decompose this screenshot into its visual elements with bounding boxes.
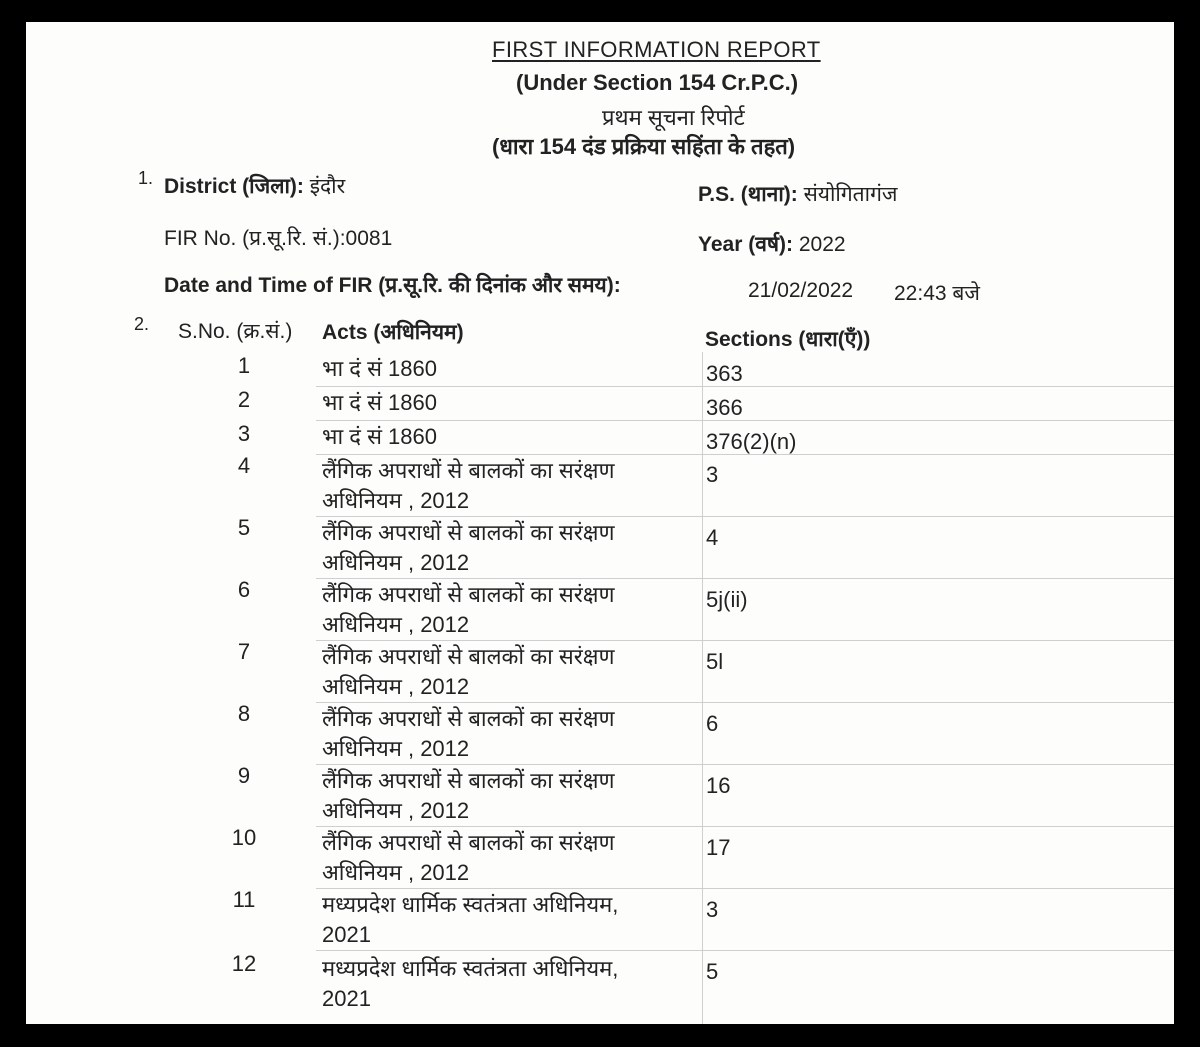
row-act-line2: 2021 — [322, 922, 371, 947]
row-act-line2: अधिनियम , 2012 — [322, 674, 470, 699]
fir-date-value: 21/02/2022 — [748, 279, 854, 302]
police-station-field — [698, 180, 897, 208]
row-sno: 5 — [237, 515, 251, 540]
year-label: Year (वर्ष): — [698, 233, 794, 256]
row-act: लैंगिक अपराधों से बालकों का सरंक्षण — [322, 830, 615, 855]
row-sno: 11 — [232, 887, 256, 912]
row-sno: 8 — [237, 701, 251, 726]
district-value: इंदौर — [309, 175, 346, 198]
table-row-divider — [316, 950, 1174, 951]
table-row-divider — [316, 420, 1174, 421]
row-act-line2: अधिनियम , 2012 — [322, 612, 470, 637]
fir-number-value: 0081 — [345, 227, 393, 250]
document-title: FIRST INFORMATION REPORT — [492, 37, 821, 62]
row-act-line2: अधिनियम , 2012 — [322, 798, 470, 823]
document-subtitle-hindi: (धारा 154 दंड प्रक्रिया सहिंता के तहत) — [492, 134, 796, 159]
column-header-sno: S.No. (क्र.सं.) — [178, 320, 293, 343]
row-act: लैंगिक अपराधों से बालकों का सरंक्षण — [322, 582, 615, 607]
row-act: लैंगिक अपराधों से बालकों का सरंक्षण — [322, 458, 615, 483]
column-header-sections: Sections (धारा(एँ)) — [705, 328, 871, 351]
row-sno: 6 — [237, 577, 251, 602]
row-sno: 3 — [237, 421, 251, 446]
police-station-value: संयोगितागंज — [803, 183, 898, 206]
row-act: भा दं सं 1860 — [322, 356, 437, 381]
row-section: 3 — [706, 462, 719, 487]
fir-number-field — [164, 224, 392, 252]
row-act: मध्यप्रदेश धार्मिक स्वतंत्रता अधिनियम, — [322, 892, 619, 917]
row-act: भा दं सं 1860 — [322, 390, 437, 415]
year-value: 2022 — [798, 233, 846, 256]
district-label: District (जिला): — [164, 175, 304, 198]
document-subtitle: (Under Section 154 Cr.P.C.) — [516, 70, 799, 95]
year-field — [698, 230, 846, 258]
row-section: 376(2)(n) — [706, 429, 797, 454]
row-act: लैंगिक अपराधों से बालकों का सरंक्षण — [322, 520, 615, 545]
row-act: भा दं सं 1860 — [322, 424, 437, 449]
row-sno: 1 — [237, 353, 251, 378]
row-section: 3 — [706, 897, 719, 922]
column-header-acts: Acts (अधिनियम) — [322, 321, 464, 344]
row-sno: 7 — [237, 639, 251, 664]
row-section: 17 — [706, 835, 731, 860]
row-section: 16 — [706, 773, 731, 798]
row-sno: 4 — [237, 453, 251, 478]
row-act-line2: अधिनियम , 2012 — [322, 736, 470, 761]
fir-datetime-field — [164, 271, 621, 299]
row-sno: 10 — [231, 825, 257, 850]
row-act: लैंगिक अपराधों से बालकों का सरंक्षण — [322, 706, 615, 731]
fir-number-label: FIR No. (प्र.सू.रि. सं.): — [164, 227, 346, 250]
row-act-line2: अधिनियम , 2012 — [322, 550, 470, 575]
row-sno: 2 — [237, 387, 251, 412]
row-act-line2: अधिनियम , 2012 — [322, 488, 470, 513]
fir-datetime-label: Date and Time of FIR (प्र.सू.रि. की दिनांक और समय): — [164, 274, 621, 297]
row-section: 5j(ii) — [706, 587, 748, 612]
district-field — [164, 172, 345, 200]
section-2-number: 2. — [134, 314, 150, 334]
row-act: लैंगिक अपराधों से बालकों का सरंक्षण — [322, 644, 615, 669]
fir-time-value: 22:43 बजे — [894, 282, 980, 305]
document-title-hindi: प्रथम सूचना रिपोर्ट — [602, 105, 745, 130]
police-station-label: P.S. (थाना): — [698, 183, 798, 206]
row-section: 6 — [706, 711, 719, 736]
table-column-divider — [702, 352, 703, 1024]
fir-document — [26, 22, 1174, 1024]
row-act-line2: 2021 — [322, 986, 371, 1011]
row-section: 4 — [706, 525, 719, 550]
row-section: 363 — [706, 361, 743, 386]
row-sno: 9 — [237, 763, 251, 788]
table-row-divider — [316, 386, 1174, 387]
row-sno: 12 — [231, 951, 257, 976]
row-act: मध्यप्रदेश धार्मिक स्वतंत्रता अधिनियम, — [322, 956, 619, 981]
row-section: 5l — [706, 649, 724, 674]
row-section: 5 — [706, 959, 719, 984]
row-section: 366 — [706, 395, 743, 420]
row-act-line2: अधिनियम , 2012 — [322, 860, 470, 885]
section-1-number: 1. — [138, 168, 154, 188]
row-act: लैंगिक अपराधों से बालकों का सरंक्षण — [322, 768, 615, 793]
